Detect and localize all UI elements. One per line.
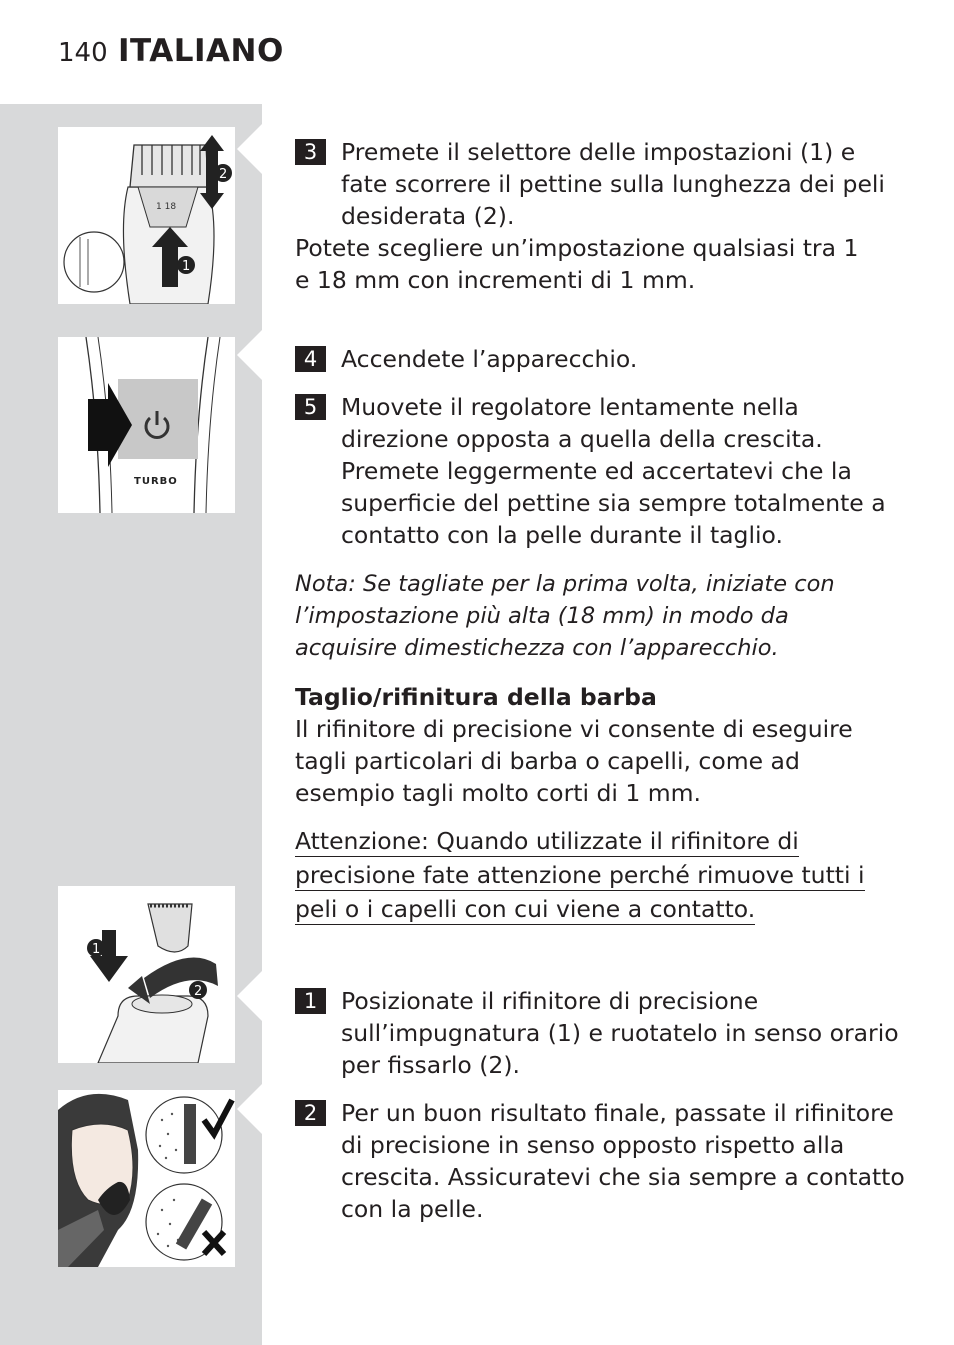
- figure-comb-setting: [58, 127, 235, 304]
- label-1-text: 1: [92, 942, 101, 957]
- step-text: Per un buon risultato finale, passate il rifinitore di precisione in senso opposto rispetto alla crescita. Assicuratevi che sia sempre a contatto con la pelle.: [341, 1099, 905, 1223]
- label-2-text: 2: [194, 984, 203, 999]
- step-number: 1: [295, 988, 326, 1014]
- step-b1: [295, 985, 905, 1081]
- label-2-text: 2: [219, 167, 228, 182]
- sidebar-notch: [237, 329, 263, 381]
- section-heading: Taglio/rifinitura della barba: [295, 683, 657, 711]
- note-text: Nota: Se tagliate per la prima volta, iniziate con l’impostazione più alta (18 mm) in modo da acquisire dimestichezza con l’apparecchio.: [295, 571, 835, 661]
- step-number: 2: [295, 1100, 326, 1126]
- turbo-label: TURBO: [134, 476, 178, 487]
- comb-scale-text: 1 18: [156, 202, 177, 212]
- figure-attach-trimmer: [58, 886, 235, 1063]
- step-3: [295, 136, 905, 232]
- sidebar-notch: [237, 1083, 263, 1135]
- step-number: 5: [295, 394, 326, 420]
- figure-beard-trimming: [58, 1090, 235, 1267]
- step-text: Premete il selettore delle impostazioni (1) e fate scorrere il pettine sulla lunghezza dei peli desiderata (2).: [341, 138, 885, 230]
- comb-teeth: [130, 145, 208, 187]
- step-text: Accendete l’apparecchio.: [341, 345, 638, 373]
- warning-line: precisione fate attenzione perché rimuove tutti i: [295, 861, 865, 889]
- section-text: Il rifinitore di precisione vi consente di eseguire tagli particolari di barba o capelli, come ad esempio tagli molto corti di 1 mm.: [295, 715, 853, 807]
- sidebar-notch: [237, 123, 263, 175]
- step-5: [295, 391, 905, 551]
- step-b2: [295, 1097, 905, 1225]
- warning-block: [295, 825, 905, 927]
- page-title: ITALIANO: [118, 33, 284, 69]
- warning-line: Attenzione: Quando utilizzate il rifinitore di: [295, 827, 799, 855]
- step-number: 3: [295, 139, 326, 165]
- step-4: [295, 343, 905, 375]
- step-text: Posizionate il rifinitore di precisione sull’impugnatura (1) e ruotatelo in senso orario per fissarlo (2).: [341, 987, 899, 1079]
- page-number: 140: [58, 38, 108, 68]
- step-number: 4: [295, 346, 326, 372]
- figure-power-button: [58, 337, 235, 513]
- label-1-text: 1: [182, 259, 191, 274]
- warning-line: peli o i capelli con cui viene a contatto.: [295, 895, 756, 923]
- step-text: Muovete il regolatore lentamente nella direzione opposta a quella della crescita. Premete leggermente ed accertatevi che la superficie del pettine sia sempre totalmente a contatto con la pelle durante il taglio.: [341, 393, 886, 549]
- step-3-info: Potete scegliere un’impostazione qualsiasi tra 1 e 18 mm con incrementi di 1 mm.: [295, 234, 859, 294]
- sidebar-notch: [237, 970, 263, 1022]
